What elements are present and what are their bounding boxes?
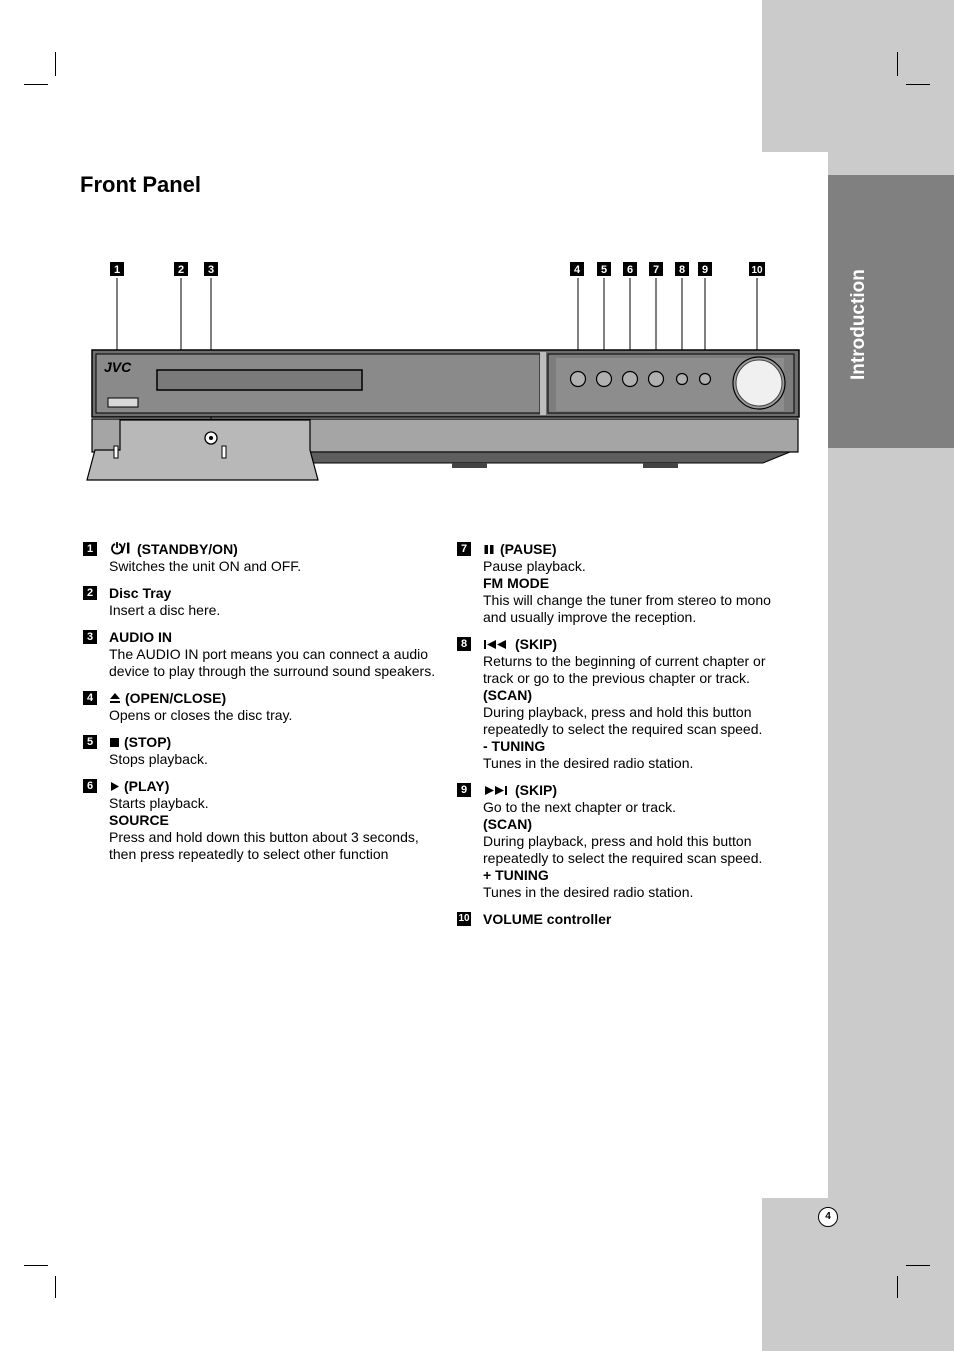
crop-mark [24,1265,48,1266]
item-description: Pause playback. [483,558,586,574]
feature-item [455,541,795,626]
svg-text:1: 1 [113,264,121,276]
svg-text:3: 3 [207,264,215,276]
crop-mark [906,1265,930,1266]
item-description: Starts playback. [109,795,209,811]
item-heading-text: (PLAY) [124,778,170,794]
item-description: Opens or closes the disc tray. [109,707,293,723]
item-subheading: - TUNING [483,738,546,754]
item-number: 1 [83,542,97,556]
item-description: Tunes in the desired radio station. [483,755,694,771]
item-heading [483,911,795,928]
page-title: Front Panel [80,172,202,197]
item-description: Go to the next chapter or track. [483,799,676,815]
feature-item [81,778,441,863]
skip-back-icon [483,636,511,652]
item-heading [483,782,795,799]
power-icon [109,541,133,557]
item-heading [483,541,795,558]
item-number: 7 [457,542,471,556]
item-subheading: + TUNING [483,867,549,883]
pause-icon [483,541,496,557]
item-description: Tunes in the desired radio station. [483,884,694,900]
item-number: 5 [83,735,97,749]
svg-text:8: 8 [678,264,686,276]
svg-text:6: 6 [626,264,634,276]
svg-text:4: 4 [573,264,581,276]
item-heading-text: (OPEN/CLOSE) [125,690,227,706]
crop-mark [897,1276,898,1298]
item-heading [109,585,441,602]
brand-logo: JVC [104,359,132,375]
crop-mark [55,1276,56,1298]
item-number: 4 [83,691,97,705]
left-column [81,541,441,873]
item-number: 8 [457,637,471,651]
svg-text:7: 7 [652,264,660,276]
play-icon [109,778,120,794]
item-subheading: (SCAN) [483,687,532,703]
item-description: Switches the unit ON and OFF. [109,558,302,574]
item-subheading: SOURCE [109,812,169,828]
item-heading [109,629,441,646]
page-number: 4 [818,1207,838,1227]
item-heading-text: (SKIP) [515,782,557,798]
item-heading-text: (STANDBY/ON) [137,541,238,557]
item-number: 10 [458,913,470,924]
feature-item [81,585,441,619]
item-heading [109,690,441,707]
feature-item [81,541,441,575]
margin-band-bottom [762,1198,954,1351]
item-heading [483,636,795,653]
item-heading-text: Disc Tray [109,585,172,601]
svg-text:10: 10 [751,265,763,276]
item-description: Stops playback. [109,751,208,767]
item-heading [109,541,441,558]
item-description: The AUDIO IN port means you can connect a audio device to play through the surround sound speakers. [109,646,436,679]
item-heading-text: AUDIO IN [109,629,172,645]
item-number: 2 [83,586,97,600]
item-heading [109,778,441,795]
feature-item [455,782,795,901]
item-description: This will change the tuner from stereo to mono and usually improve the reception. [483,592,771,625]
feature-item [81,629,441,680]
item-description: During playback, press and hold this button repeatedly to select the required scan speed. [483,704,763,737]
item-heading-text: VOLUME controller [483,911,612,927]
front-panel-diagram [0,0,954,500]
item-description: Returns to the beginning of current chapter or track or go to the previous chapter or track. [483,653,766,686]
item-subheading: (SCAN) [483,816,532,832]
feature-item [81,690,441,724]
item-heading-text: (STOP) [124,734,172,750]
eject-icon [109,690,121,706]
item-description: Insert a disc here. [109,602,221,618]
item-number: 9 [457,783,471,797]
item-heading-text: (PAUSE) [500,541,557,557]
item-number: 6 [83,779,97,793]
skip-forward-icon [483,782,511,798]
item-heading-text: (SKIP) [515,636,557,652]
item-description: Press and hold down this button about 3 seconds, then press repeatedly to select other function [109,829,419,862]
stop-icon [109,734,120,750]
svg-text:5: 5 [600,264,608,276]
feature-item [81,734,441,768]
item-heading [109,734,441,751]
svg-text:9: 9 [701,264,709,276]
right-column [455,541,795,938]
item-number: 3 [83,630,97,644]
feature-item [455,911,795,928]
item-description: During playback, press and hold this button repeatedly to select the required scan speed. [483,833,763,866]
feature-item [455,636,795,772]
item-subheading: FM MODE [483,575,550,591]
svg-text:2: 2 [177,264,185,276]
